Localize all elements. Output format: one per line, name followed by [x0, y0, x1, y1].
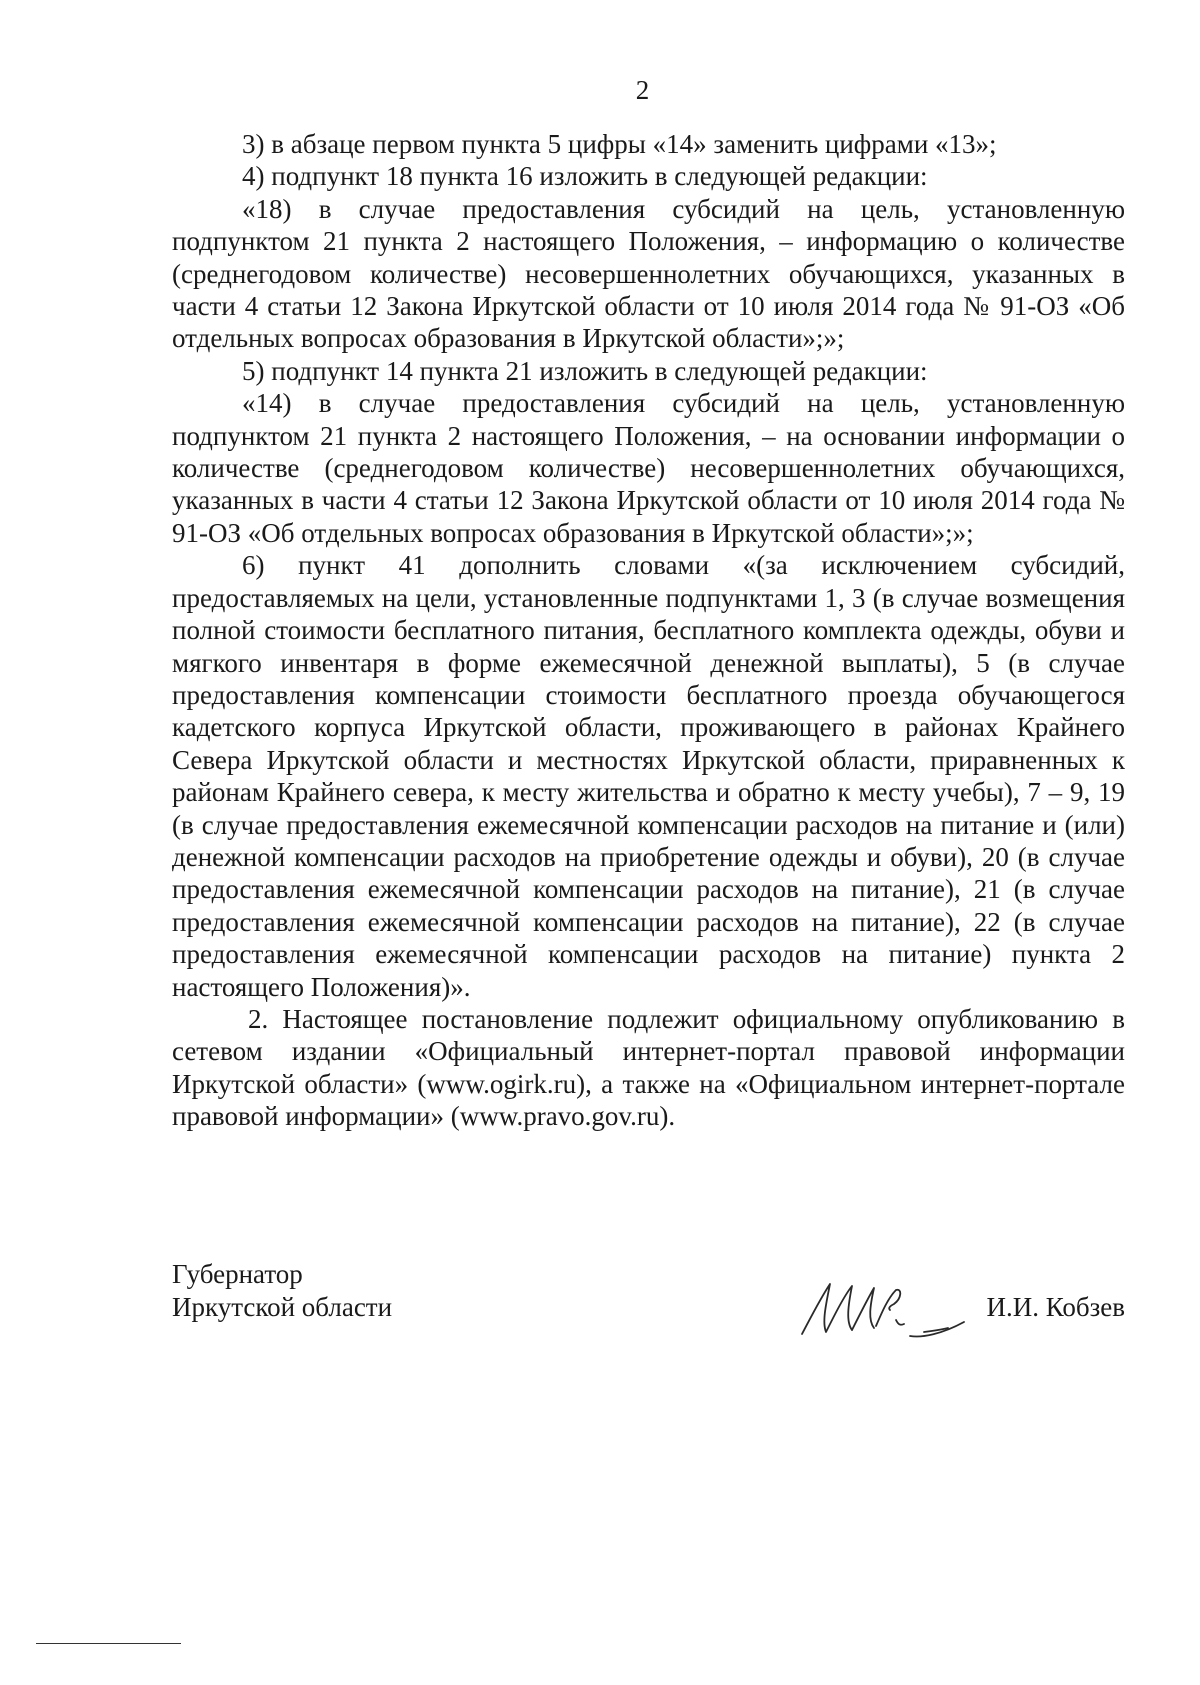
paragraph-amendment-5: 5) подпункт 14 пункта 21 изложить в следующей редакции: — [242, 355, 928, 386]
signatory-position-line1: Губернатор — [172, 1259, 303, 1289]
signatory-position-line2: Иркутской области — [172, 1292, 393, 1322]
paragraph-quote-14: «14) в случае предоставления субсидий на цель, установленную подпунктом 21 пункта 2 настоящего Положения, – на основании информации о количестве (среднегодовом количестве) несовершеннолетних обучающихся, указанных в части 4 статьи 12 Закона Иркутской области от 10 июля 2014 года № 91-ОЗ «Об отдельных вопросах образования в Иркутской области»;»; — [172, 388, 1125, 548]
paragraph-amendment-3: 3) в абзаце первом пункта 5 цифры «14» заменить цифрами «13»; — [242, 129, 997, 159]
paragraph-quote-18: «18) в случае предоставления субсидий на цель, установленную подпунктом 21 пункта 2 настоящего Положения, – информацию о количестве (среднегодовом количестве) несовершеннолетних обучающихся, указанных в части 4 статьи 12 Закона Иркутской области от 10 июля 2014 года № 91-ОЗ «Об отдельных вопросах образования в Иркутской области»;»; — [172, 193, 1125, 354]
signatory-position — [172, 1258, 392, 1324]
signature-block — [172, 1258, 1125, 1358]
footer-divider — [36, 1643, 181, 1644]
page-number: 2 — [635, 75, 650, 105]
handwritten-signature-icon — [792, 1264, 972, 1342]
document-body — [172, 128, 1125, 1133]
paragraph-amendment-4: 4) подпункт 18 пункта 16 изложить в следующей редакции: — [242, 161, 928, 192]
paragraph-publication: 2. Настоящее постановление подлежит официальному опубликованию в сетевом издании «Официальный интернет-портал правовой информации Иркутской области» (www.ogirk.ru), а также на «Официальном интернет-портале правовой информации» (www.pravo.gov.ru). — [172, 1003, 1125, 1132]
signatory-name: И.И. Кобзев — [986, 1292, 1125, 1322]
paragraph-amendment-6: 6) пункт 41 дополнить словами «(за исключением субсидий, предоставляемых на цели, установленные подпунктами 1, 3 (в случае возмещения полной стоимости бесплатного питания, бесплатного комплекта одежды, обуви и мягкого инвентаря в форме ежемесячной денежной выплаты), 5 (в случае предоставления компенсации стоимости бесплатного проезда обучающегося кадетского корпуса Иркутской области, проживающего в районах Крайнего Севера Иркутской области и местностях Иркутской области, приравненных к районам Крайнего севера, к месту жительства и обратно к месту учебы), 7 – 9, 19 (в случае предоставления ежемесячной компенсации расходов на питание и (или) денежной компенсации расходов на приобретение одежды и обуви), 20 (в случае предоставления ежемесячной компенсации расходов на питание), 21 (в случае предоставления ежемесячной компенсации расходов на питание), 22 (в случае предоставления ежемесячной компенсации расходов на питание) пункта 2 настоящего Положения)». — [172, 550, 1125, 1002]
